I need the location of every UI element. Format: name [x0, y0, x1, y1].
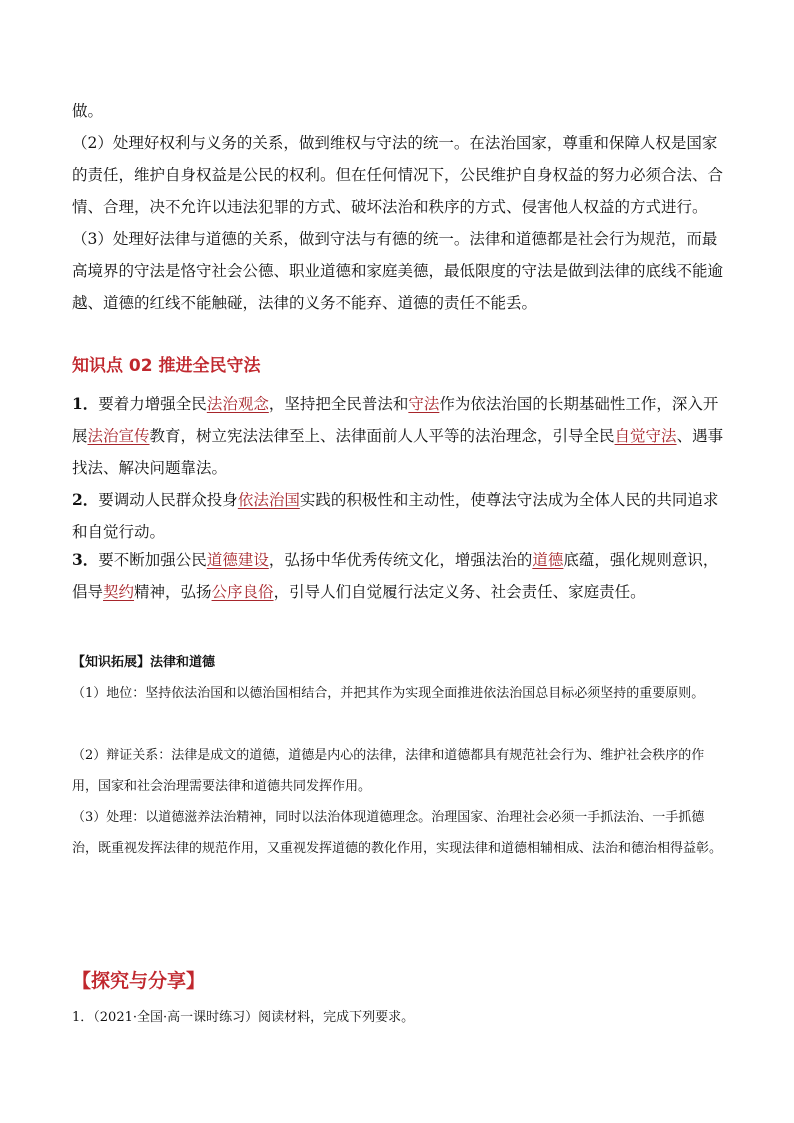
- keyword: 守法: [408, 395, 440, 413]
- point-number: 2．: [72, 490, 99, 509]
- point-number: 3．: [72, 550, 99, 569]
- extension-item-1: （1）地位：坚持依法治国和以德治国相结合，并把其作为实现全面推进依法治国总目标必须坚持的重要原则。: [72, 686, 705, 701]
- intro-item-3: （3）处理好法律与道德的关系，做到守法与有德的统一。法律和道德都是社会行为规范，而最高境界的守法是恪守社会公德、职业道德和家庭美德，最低限度的守法是做到法律的底线不能逾越、道德的红线不能触碰，法律的义务不能弃、道德的责任不能丢。: [72, 230, 724, 312]
- text: 教育，树立宪法法律至上、法律面前人人平等的法治理念，引导全民: [149, 427, 615, 445]
- text: 要调动人民群众投身: [98, 491, 238, 509]
- section-title-02: 知识点 02 推进全民守法: [72, 356, 261, 376]
- extension-item-3: （3）处理：以道德滋养法治精神，同时以法治体现道德理念。治理国家、治理社会必须一手抓法治、一手抓德治，既重视发挥法律的规范作用，又重视发挥道德的教化作用，实现法律和道德相辅相成、法治和德治相得益彰。: [72, 810, 723, 856]
- point-number: 1．: [72, 394, 99, 413]
- text: 、遇事找法、解决问题靠法。: [72, 427, 724, 477]
- keyword: 道德建设: [206, 551, 269, 569]
- extension-heading: 【知识拓展】法律和道德: [72, 655, 216, 670]
- extension-item-2: （2）辩证关系：法律是成文的道德，道德是内心的法律，法律和道德都具有规范社会行为、维护社会秩序的作用，国家和社会治理需要法律和道德共同发挥作用。: [72, 748, 705, 794]
- section02-point-1: [72, 388, 724, 484]
- text: 要不断加强公民: [98, 551, 207, 569]
- text: 底蕴，强化规则意识，倡导: [72, 551, 719, 601]
- explore-question-1: 1．（2021·全国·高一课时练习）阅读材料，完成下列要求。: [72, 1010, 415, 1025]
- explore-title: 【探究与分享】: [72, 970, 206, 992]
- keyword: 公序良俗: [211, 583, 274, 601]
- intro-line-0: 做。: [72, 102, 104, 120]
- text: 作为依法治国的长期基础性工作，深入开展: [72, 395, 719, 445]
- text: ，弘扬中华优秀传统文化，增强法治的: [268, 551, 533, 569]
- intro-item-2: （2）处理好权利与义务的关系，做到维权与守法的统一。在法治国家，尊重和保障人权是国家的责任，维护自身权益是公民的权利。但在任何情况下，公民维护自身权益的努力必须合法、合情、合理，决不允许以违法犯罪的方式、破坏法治和秩序的方式、侵害他人权益的方式进行。: [72, 134, 724, 216]
- text: ，引导人们自觉履行法定义务、社会责任、家庭责任。: [273, 583, 646, 601]
- text: 精神，弘扬: [134, 583, 212, 601]
- keyword: 契约: [103, 583, 135, 601]
- section02-point-2: [72, 484, 724, 548]
- keyword: 道德: [532, 551, 564, 569]
- keyword: 法治宣传: [87, 427, 150, 445]
- keyword: 法治观念: [206, 395, 269, 413]
- keyword: 自觉守法: [614, 427, 677, 445]
- keyword: 依法治国: [237, 491, 300, 509]
- text: ，坚持把全民普法和: [268, 395, 409, 413]
- text: 要着力增强全民: [98, 395, 207, 413]
- text: 实践的积极性和主动性，使尊法守法成为全体人民的共同追求和自觉行动。: [72, 491, 719, 541]
- section02-point-3: [72, 544, 724, 608]
